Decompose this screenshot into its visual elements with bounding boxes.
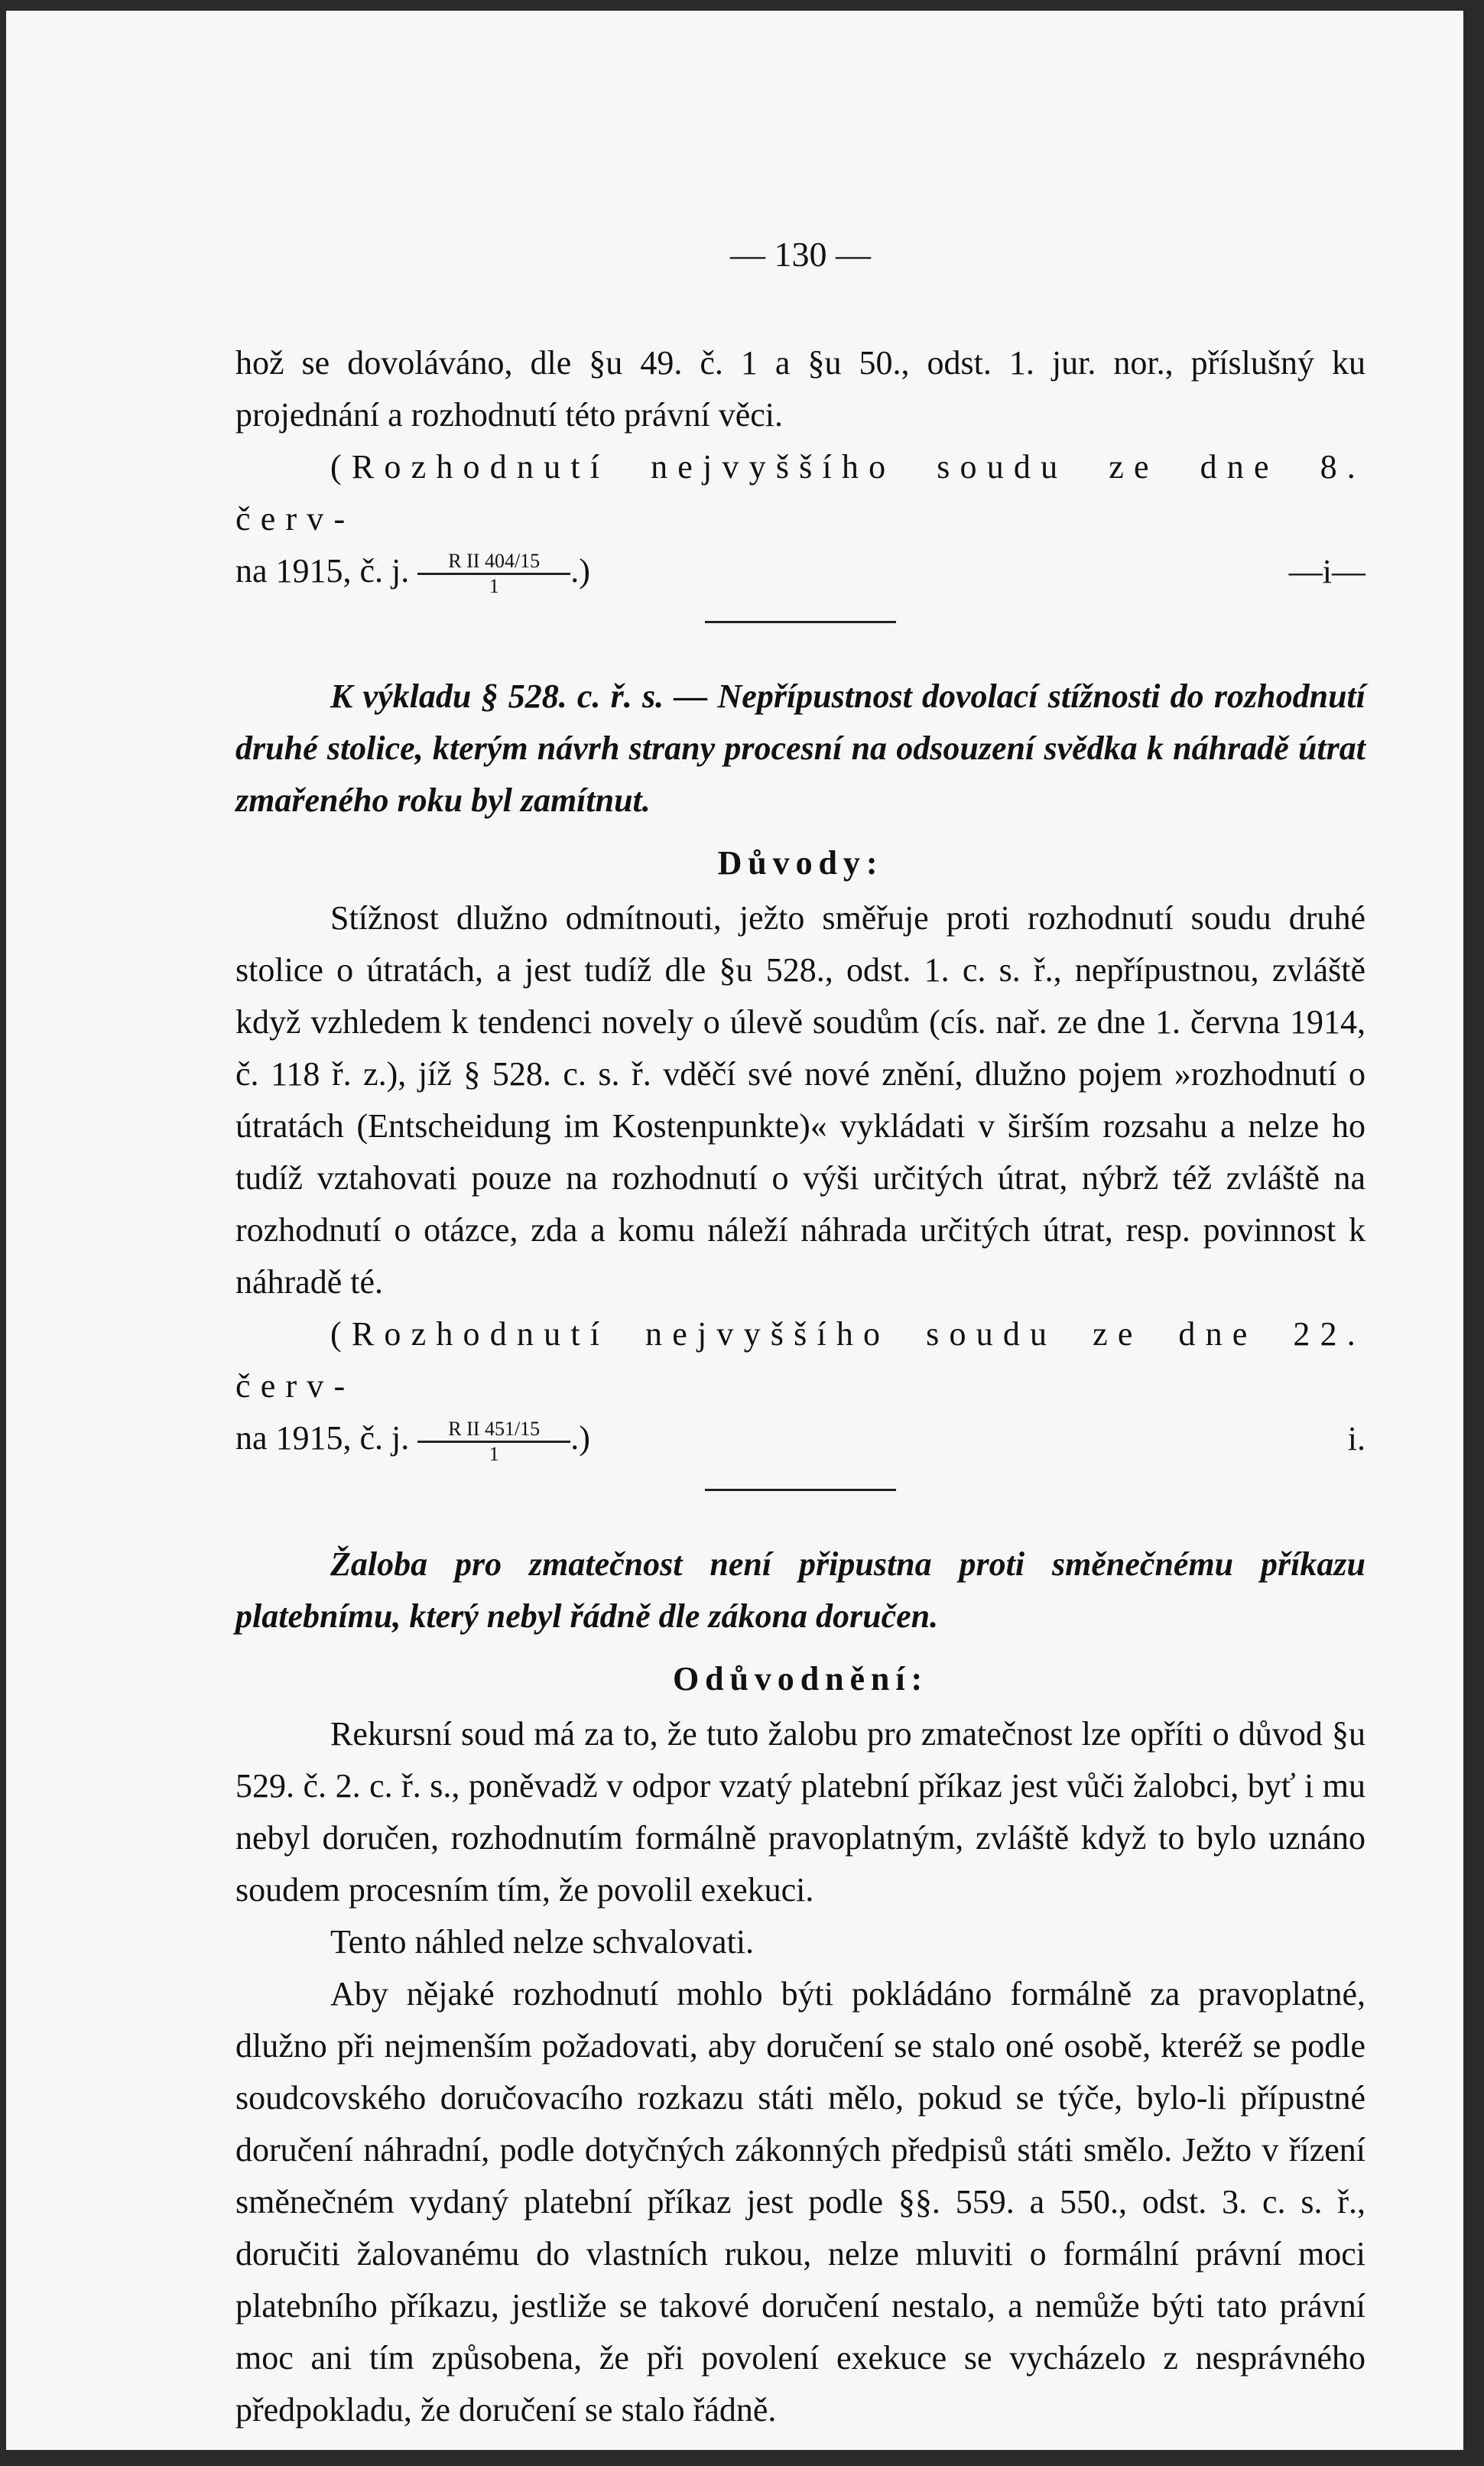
- decision1-close: .): [570, 552, 590, 590]
- decision1-reference: [235, 545, 1365, 598]
- decision2-ref-denominator: 1: [489, 1442, 499, 1465]
- decision1-ref-denominator: 1: [489, 575, 499, 598]
- page-text: [235, 229, 1365, 2436]
- decision2-body: Stížnost dlužno odmítnouti, ježto směřuje proti rozhodnutí soudu druhé stolice o útratách, a jest tudíž dle §u 528., odst. 1. c. s. ř., nepřípustnou, zvláště když vzhledem k tendenci novely o úlevě soudům (cís. nař. ze dne 1. června 1914, č. 118 ř. z.), jíž § 528. c. s. ř. vděčí své nové znění, dlužno pojem »rozhodnutí o útratách (Entscheidung im Kostenpunkte)« vykládati v širším rozsahu a nelze ho tudíž vztahovati pouze na rozhodnutí o výši určitých útrat, nýbrž též zvláště na rozhodnutí o otázce, zda a komu náleží náhrada určitých útrat, resp. povinnost k náhradě té.: [235, 899, 1365, 1301]
- decision1-tag: —i—: [1288, 552, 1365, 590]
- section-divider: [705, 621, 896, 623]
- decision2-tag: i.: [1347, 1420, 1365, 1458]
- decision3-paragraph-1: Rekursní soud má za to, že tuto žalobu pro zmatečnost lze opříti o důvod §u 529. č. 2. c. ř. s., poněvadž v odpor vzatý platební příkaz jest vůči žalobci, byť i mu nebyl doručen, rozhodnutím formálně pravoplatným, zvláště když to bylo uznáno soudem procesním tím, že povolil exekuci.: [235, 1714, 1365, 1909]
- decision3-paragraph-2: Tento náhled nelze schvalovati.: [330, 1922, 755, 1961]
- decision2-ref-fraction: [417, 1418, 570, 1466]
- decision2-reference: [235, 1412, 1365, 1465]
- decision2-source: (Rozhodnutí nejvyššího soudu ze dne 22. červ-: [235, 1315, 1365, 1405]
- decision2-heading: Důvody:: [717, 844, 884, 882]
- decision1-paragraph: hož se dovoláváno, dle §u 49. č. 1 a §u 50., odst. 1. jur. nor., příslušný ku projednání a rozhodnutí této právní věci.: [235, 344, 1365, 434]
- decision2-date: na 1915, č. j.: [235, 1419, 410, 1457]
- decision1-source: (Rozhodnutí nejvyššího soudu ze dne 8. červ-: [235, 448, 1365, 538]
- book-page: [6, 11, 1463, 2450]
- decision3-heading: Odůvodnění:: [672, 1659, 929, 1698]
- page-number: — 130 —: [730, 235, 871, 274]
- decision2-headnote: K výkladu § 528. c. ř. s. — Nepřípustnost dovolací stížnosti do rozhodnutí druhé stolice, kterým návrh strany procesní na odsouzení svědka k náhradě útrat zmařeného roku byl zamítnut.: [235, 677, 1365, 820]
- decision1-ref-number: R II 404/15: [417, 550, 570, 575]
- decision1-date: na 1915, č. j.: [235, 552, 410, 590]
- decision3-paragraph-3: Aby nějaké rozhodnutí mohlo býti pokládáno formálně za pravoplatné, dlužno při nejmenším požadovati, aby doručení se stalo oné osobě, kteréž se podle soudcovského doručovacího rozkazu státi mělo, pokud se týče, bylo-li přípustné doručení náhradní, podle dotyčných zákonných předpisů státi smělo. Ježto v řízení směnečném vydaný platební příkaz jest podle §§. 559. a 550., odst. 3. c. s. ř., doručiti žalovanému do vlastních rukou, nelze mluviti o formální právní moci platebního příkazu, jestliže se takové doručení nestalo, a nemůže býti tato právní moc ani tím způsobena, že při povolení exekuce se vycházelo z nesprávného předpokladu, že doručení se stalo řádně.: [235, 1974, 1365, 2429]
- section-divider: [705, 1489, 896, 1491]
- decision1-ref-fraction: [417, 550, 570, 598]
- decision2-ref-number: R II 451/15: [417, 1418, 570, 1443]
- decision2-close: .): [570, 1419, 590, 1457]
- decision3-headnote: Žaloba pro zmatečnost není připustna proti směnečnému příkazu platebnímu, který nebyl řádně dle zákona doručen.: [235, 1545, 1365, 1635]
